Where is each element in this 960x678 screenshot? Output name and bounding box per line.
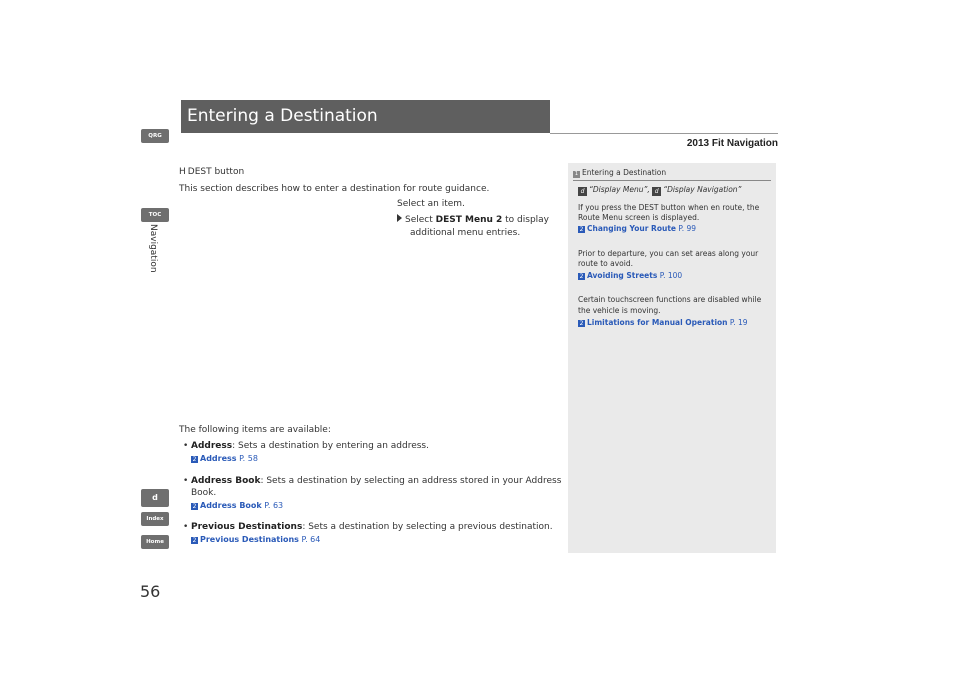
sidebar-p2-line1: Prior to departure, you can set areas along your [578,249,759,258]
ref-page: P. 19 [729,318,748,327]
item-desc: : Sets a destination by entering an address. [232,441,429,451]
intro-text: This section describes how to enter a destination for route guidance. [179,184,490,194]
item-name: Previous Destinations [191,522,303,532]
voice-cmd-1: “Display Menu” [589,185,648,194]
select-prefix: Select [405,215,436,225]
ref-label: Limitations for Manual Operation [587,318,728,327]
reference-arrow-icon: 2 [192,503,197,510]
sidebar-p3-line1: Certain touchscreen functions are disabled while [578,295,762,304]
header-divider [550,133,778,134]
toc-tab[interactable]: TOC [141,208,169,222]
ref-link-limitations[interactable] [578,318,748,327]
reference-arrow-icon: 2 [192,537,197,544]
list-item-address-book [183,475,561,487]
dest-menu-2-label: DEST Menu 2 [435,215,503,225]
voice-command-icon: d [578,187,587,196]
ref-page: P. 58 [239,454,258,463]
bullet-icon: • [183,522,189,532]
sidebar-p2-line2: route to avoid. [578,259,633,268]
ref-link-changing-route[interactable] [578,224,696,233]
select-dest-menu-line [397,214,549,226]
document-title: 2013 Fit Navigation [686,138,778,149]
ref-label: Changing Your Route [587,224,676,233]
select-suffix: to display [502,215,550,225]
bullet-icon: • [183,441,189,451]
reference-arrow-icon: 2 [579,226,584,233]
ref-page: P. 99 [678,224,697,233]
list-item-address [183,440,429,452]
ref-link-previous-destinations[interactable] [191,535,320,544]
list-item-previous-destinations [183,521,553,533]
items-intro: The following items are available: [179,425,331,435]
ref-page: P. 64 [301,535,321,544]
item-desc: : Sets a destination by selecting a previous destination. [302,522,553,532]
sidebar-heading-text: Entering a Destination [582,168,667,177]
ref-label: Avoiding Streets [587,271,658,280]
note-marker-icon: 1 [574,171,579,177]
ref-page: P. 100 [659,271,683,280]
voice-command-tab[interactable] [141,489,169,507]
voice-cmd-2: “Display Navigation” [663,185,742,194]
section-title: Entering a Destination [181,100,550,133]
reference-arrow-icon: 2 [579,320,584,327]
ref-link-avoiding-streets[interactable] [578,271,682,280]
voice-separator: , [647,185,650,194]
reference-arrow-icon: 2 [192,456,197,463]
page-number: 56 [140,582,161,601]
button-label-line [179,166,244,178]
qrg-tab[interactable]: QRG [141,129,169,143]
reference-arrow-icon: 2 [579,273,584,280]
select-item-text: Select an item. [397,199,465,209]
ref-label: Previous Destinations [200,535,299,544]
bullet-icon: • [183,476,189,486]
voice-command-icon: d [152,493,158,502]
index-tab[interactable]: Index [141,512,169,526]
item-name: Address [191,441,233,451]
ref-link-address[interactable] [191,454,258,463]
select-line-2: additional menu entries. [410,228,521,238]
sidebar-heading [573,168,771,181]
ref-page: P. 63 [264,501,284,510]
home-tab[interactable]: Home [141,535,169,549]
step-arrow-icon [397,214,402,222]
ref-link-address-book[interactable] [191,501,283,510]
item-name: Address Book [191,476,261,486]
button-label: DEST button [187,167,245,177]
sidebar-p1-line1: If you press the DEST button when en route, the [578,203,760,212]
item-desc: : Sets a destination by selecting an address stored in your Address [260,476,562,486]
section-label: Navigation [148,224,158,273]
item-desc-line-2: Book. [191,488,217,498]
voice-command-icon: d [652,187,661,196]
button-marker-icon: H [179,167,186,177]
sidebar-p1-line2: Route Menu screen is displayed. [578,213,700,222]
ref-label: Address Book [200,501,262,510]
voice-commands-line [578,185,741,196]
ref-label: Address [200,454,237,463]
sidebar-p3-line2: the vehicle is moving. [578,306,661,315]
